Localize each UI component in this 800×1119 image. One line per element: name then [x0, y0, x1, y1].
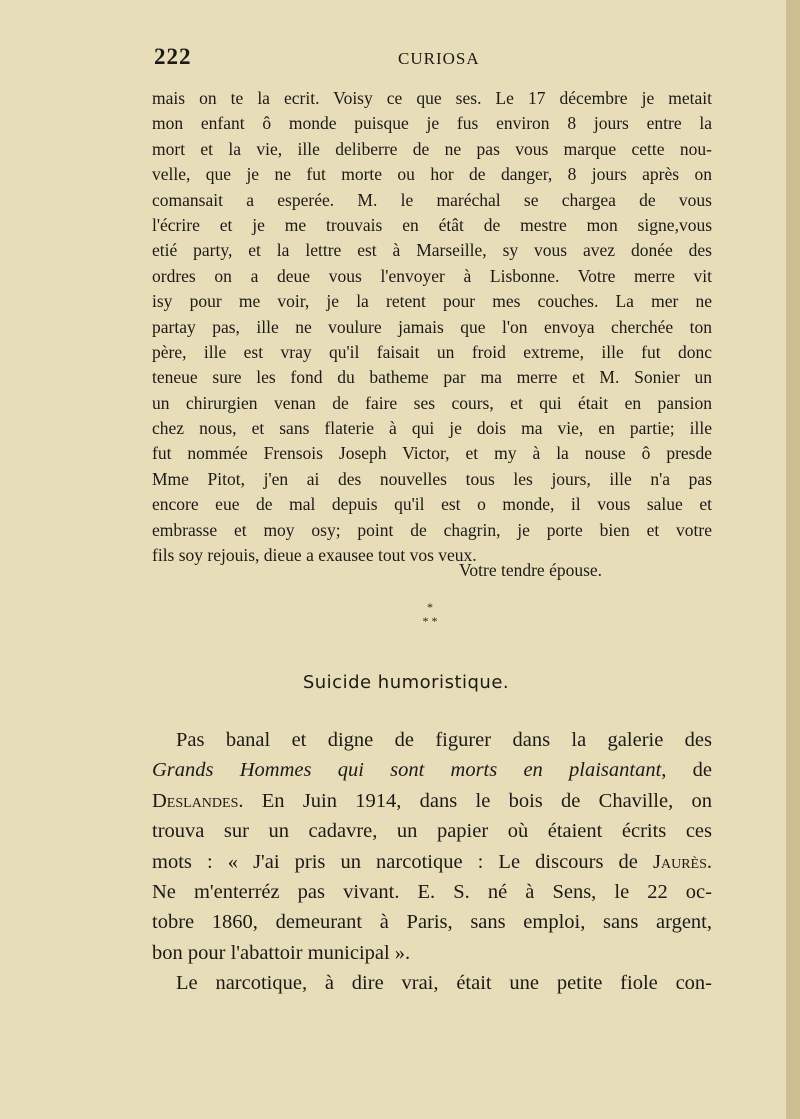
letter-text: [152, 86, 712, 568]
work-title: Grands Hommes qui sont morts en plaisantant: [152, 759, 662, 782]
article-line: trouva sur un cadavre, un papier où étaient écrits ces: [152, 820, 712, 843]
separator-star-top: *: [427, 600, 433, 614]
letter-line: mon enfant ô monde puisque je fus environ 8 jours entre la: [152, 113, 712, 134]
article-text-fragment: , de: [661, 759, 712, 782]
article-line: [152, 755, 712, 785]
letter-line: ordres on a deue vous l'envoyer à Lisbonne. Votre merre vit: [152, 265, 712, 286]
article-text-fragment: . En Juin 1914, dans le bois de Chaville, on: [238, 789, 712, 812]
article-line: Le narcotique, à dire vrai, était une petite fiole con-: [176, 972, 712, 995]
letter-line: mais on te la ecrit. Voisy ce que ses. Le 17 décembre je metait: [152, 88, 712, 108]
person-name: Jaurès: [653, 850, 707, 873]
article-text-fragment: mots : « J'ai pris un narcotique : Le discours de: [152, 850, 653, 873]
letter-line: Mme Pitot, j'en ai des nouvelles tous les jours, ille n'a pas: [152, 468, 712, 489]
letter-line: partay pas, ille ne voulure jamais que l'on envoya cherchée ton: [152, 316, 712, 337]
section-title: Suicide humoristique.: [302, 672, 510, 693]
section-separator: [410, 600, 450, 628]
page-number: 222: [154, 44, 192, 69]
letter-signature: Votre tendre épouse.: [459, 560, 603, 580]
article-text-fragment: .: [706, 850, 712, 873]
letter-line: fut nommée Frensois Joseph Victor, et my à la nouse ô presde: [152, 443, 712, 464]
letter-line: etié party, et la lettre est à Marseille, sy vous avez donée des: [152, 240, 712, 261]
letter-line: teneue sure les fond du batheme par ma merre et M. Sonier un: [152, 367, 712, 388]
letter-line: un chirurgien venan de faire ses cours, et qui était en pansion: [152, 392, 712, 413]
article-line: bon pour l'abattoir municipal ».: [152, 941, 411, 964]
article-line: [152, 847, 712, 877]
letter-line: mort et la vie, ille deliberre de ne pas vous marque cette nou-: [152, 138, 712, 159]
separator-stars-bottom: * *: [422, 614, 438, 628]
article-line: Pas banal et digne de figurer dans la galerie des: [176, 729, 712, 751]
letter-line: velle, que je ne fut morte ou hor de danger, 8 jours après on: [152, 164, 712, 185]
letter-line: comansait a esperée. M. le maréchal se chargea de vous: [152, 189, 712, 210]
letter-line: fils soy rejouis, dieue a exausee tout vos veux.: [152, 545, 477, 566]
page-header: [154, 44, 714, 72]
article-text: [152, 725, 712, 999]
running-head: CURIOSA: [398, 49, 480, 68]
letter-line: encore eue de mal depuis qu'il est o monde, il vous salue et: [152, 494, 712, 515]
article-line: Ne m'enterréz pas vivant. E. S. né à Sens, le 22 oc-: [152, 880, 712, 903]
letter-line: chez nous, et sans flaterie à qui je dois ma vie, en partie; ille: [152, 418, 712, 439]
letter-line: l'écrire et je me trouvais en étât de mestre mon signe,vous: [152, 214, 712, 235]
letter-line: embrasse et moy osy; point de chagrin, je porte bien et votre: [152, 519, 712, 540]
letter-line: père, ille est vray qu'il faisait un froid extreme, ille fut donc: [152, 341, 712, 362]
article-line: [152, 786, 712, 816]
author-name: Deslandes: [152, 789, 239, 812]
letter-line: isy pour me voir, je la retent pour mes couches. La mer ne: [152, 291, 712, 312]
article-line: tobre 1860, demeurant à Paris, sans emploi, sans argent,: [152, 911, 712, 934]
